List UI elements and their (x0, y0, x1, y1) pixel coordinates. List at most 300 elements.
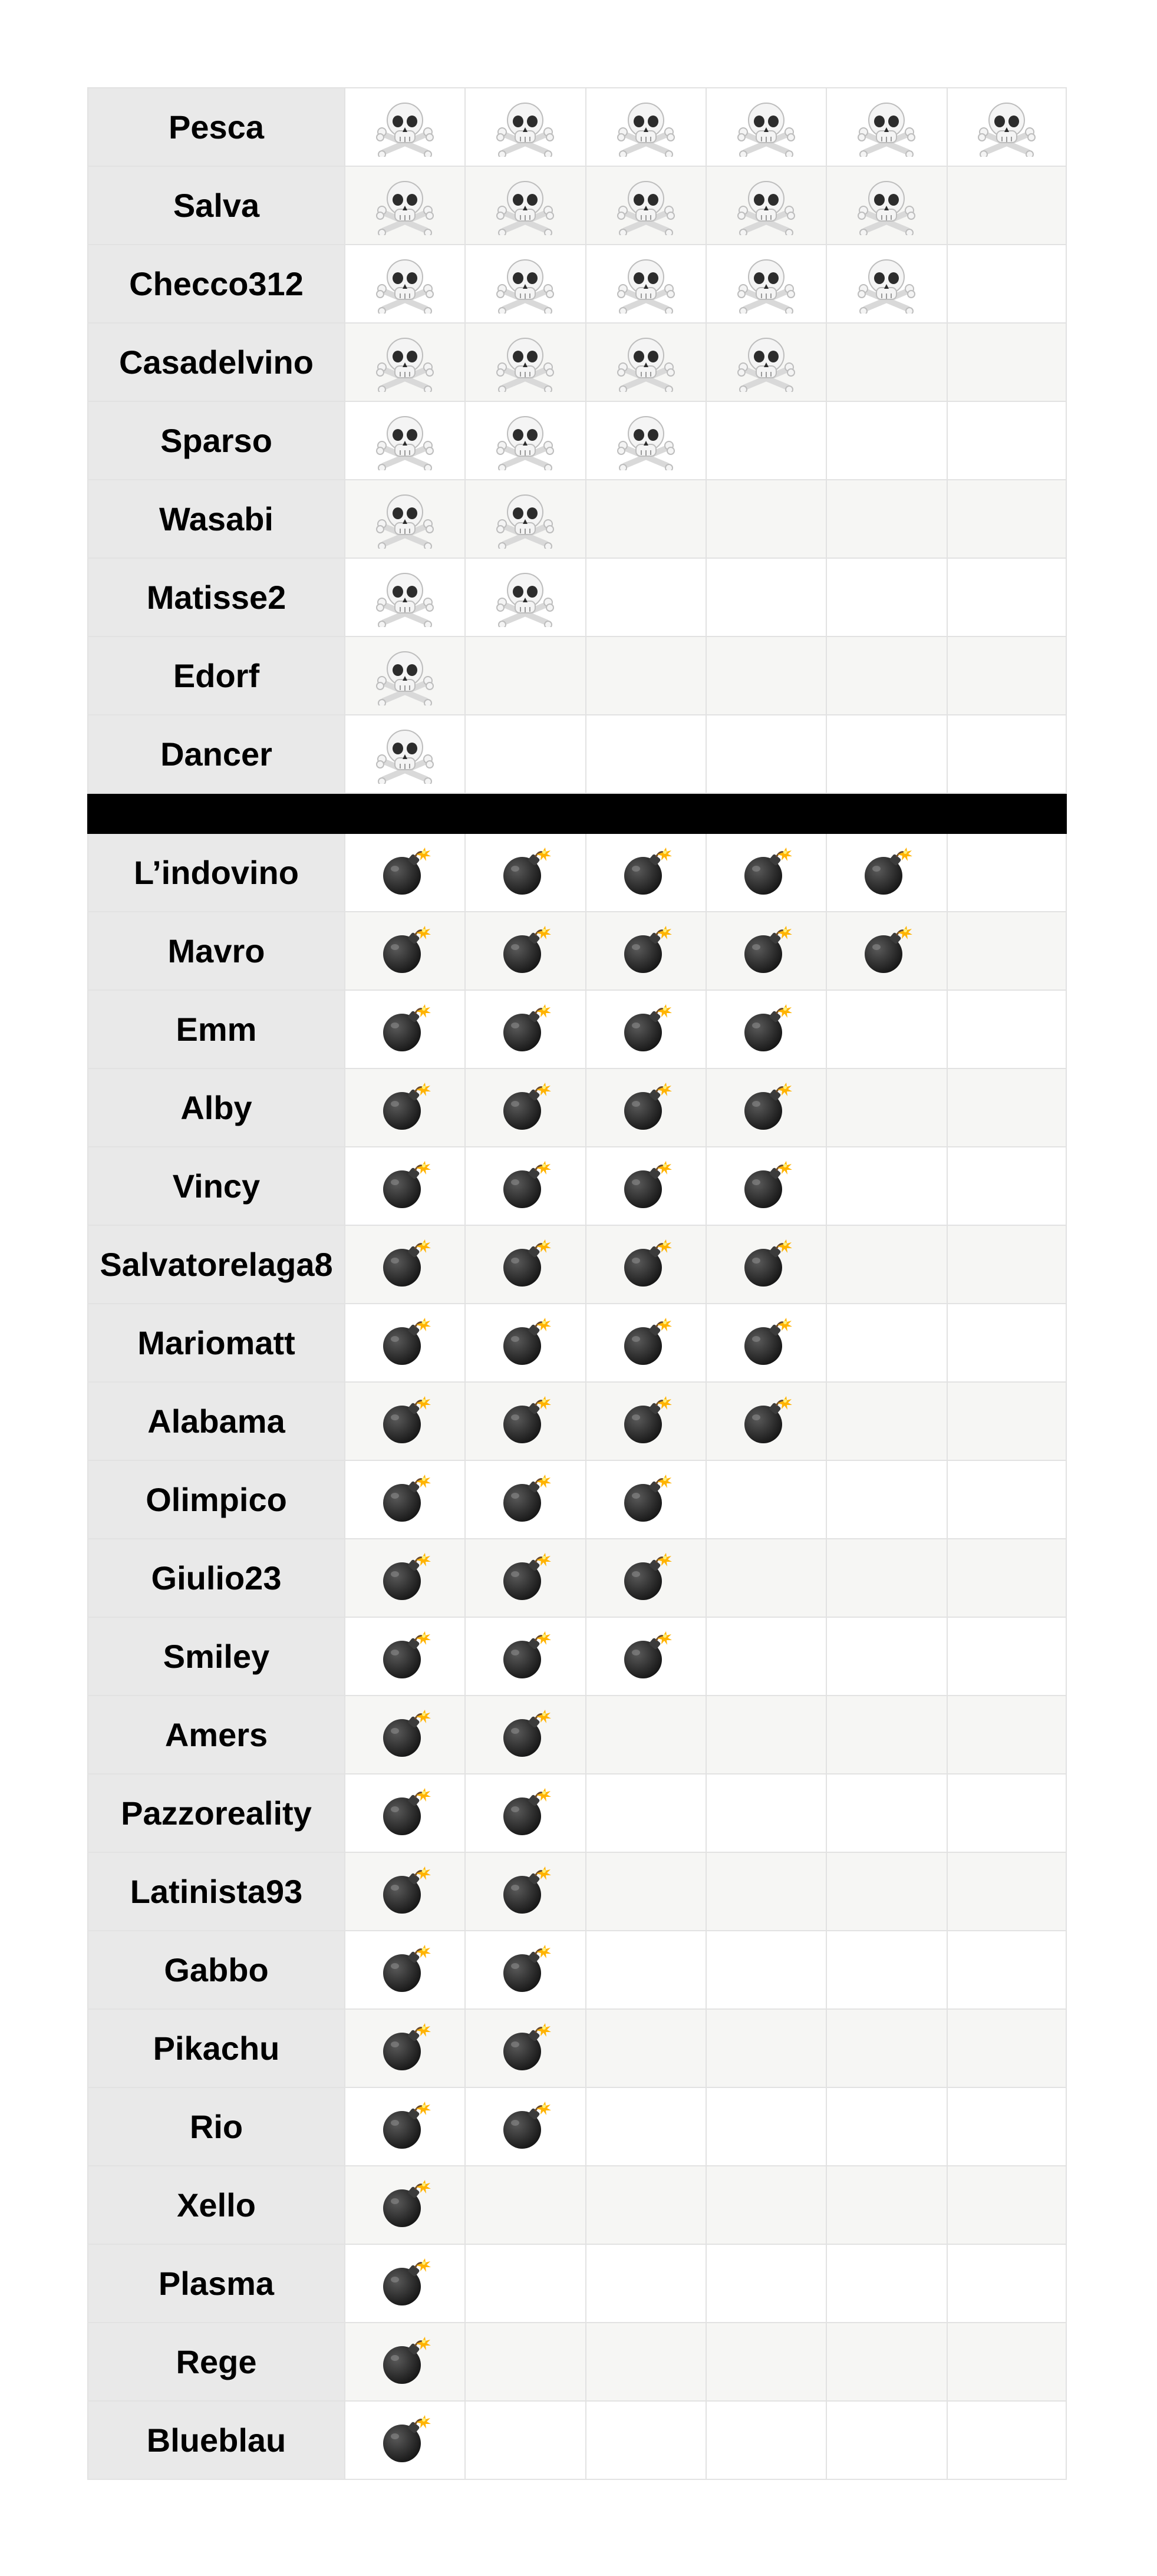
table-row (87, 1069, 1067, 1147)
table-cell (344, 1774, 464, 1852)
skull-and-crossbones-icon (375, 176, 434, 235)
skull-and-crossbones-icon (857, 98, 916, 157)
table-cell (344, 2166, 464, 2244)
table-cell (706, 1383, 826, 1460)
skull-and-crossbones-icon (496, 98, 555, 157)
table-cell (585, 715, 706, 793)
table-row (87, 1774, 1067, 1853)
table-cell (826, 1147, 946, 1225)
table-cell (464, 1304, 585, 1381)
table-cell (947, 2402, 1067, 2479)
skull-and-crossbones-icon (617, 411, 675, 470)
table-cell (464, 480, 585, 558)
player-name: Mavro (87, 912, 344, 989)
bomb-icon (499, 1787, 552, 1840)
table-cell (826, 1304, 946, 1381)
table-row (87, 1539, 1067, 1618)
table-cell (947, 1147, 1067, 1225)
table-cell (344, 1069, 464, 1146)
table-cell (464, 1383, 585, 1460)
table-cell (706, 2166, 826, 2244)
table-cell (826, 324, 946, 401)
bomb-icon (499, 2100, 552, 2153)
table-cell (464, 1539, 585, 1617)
player-name: Checco312 (87, 245, 344, 322)
player-name: Alabama (87, 1383, 344, 1460)
table-cell (344, 1304, 464, 1381)
table-cell (464, 559, 585, 636)
table-cell (947, 2323, 1067, 2400)
player-name: Mariomatt (87, 1304, 344, 1381)
table-cell (706, 1931, 826, 2008)
bomb-icon (619, 1630, 673, 1683)
skull-and-crossbones-icon (375, 255, 434, 314)
player-name: Pikachu (87, 2010, 344, 2087)
table-cell (344, 324, 464, 401)
table-cell (464, 637, 585, 714)
table-cell (947, 1461, 1067, 1538)
table-cell (344, 912, 464, 989)
table-cell (947, 1383, 1067, 1460)
bomb-icon (378, 1552, 431, 1605)
player-name: Giulio23 (87, 1539, 344, 1617)
bomb-icon (378, 1317, 431, 1370)
table-cell (344, 2402, 464, 2479)
table-cell (585, 1226, 706, 1303)
bomb-icon (378, 2179, 431, 2232)
table-cell (947, 480, 1067, 558)
table-row (87, 2402, 1067, 2480)
table-cell (826, 1853, 946, 1930)
skull-and-crossbones-icon (375, 490, 434, 549)
table-cell (585, 834, 706, 911)
table-cell (344, 245, 464, 322)
bomb-icon (378, 2100, 431, 2153)
table-cell (826, 2245, 946, 2322)
table-cell (706, 991, 826, 1068)
table-cell (826, 245, 946, 322)
bomb-icon (378, 1238, 431, 1291)
table-cell (585, 1069, 706, 1146)
table-cell (947, 1853, 1067, 1930)
skull-and-crossbones-icon (375, 568, 434, 627)
table-row (87, 559, 1067, 637)
table-cell (826, 1774, 946, 1852)
table-cell (826, 912, 946, 989)
table-cell (947, 559, 1067, 636)
table-cell (826, 1461, 946, 1538)
table-cell (706, 715, 826, 793)
bomb-icon (740, 846, 793, 899)
bomb-icon (740, 1003, 793, 1056)
skull-and-crossbones-icon (617, 255, 675, 314)
player-name: Vincy (87, 1147, 344, 1225)
bomb-icon (378, 2257, 431, 2310)
player-name: Salvatorelaga8 (87, 1226, 344, 1303)
table-cell (585, 167, 706, 244)
table-cell (344, 1461, 464, 1538)
table-cell (464, 715, 585, 793)
table-row (87, 88, 1067, 167)
table-cell (826, 637, 946, 714)
table-cell (344, 559, 464, 636)
skull-and-crossbones-icon (496, 255, 555, 314)
table-cell (464, 245, 585, 322)
table-cell (826, 167, 946, 244)
table-cell (585, 2088, 706, 2165)
table-cell (826, 1226, 946, 1303)
bomb-icon (499, 2022, 552, 2075)
table-cell (585, 2402, 706, 2479)
table-row (87, 324, 1067, 402)
table-cell (706, 480, 826, 558)
bomb-icon (499, 1473, 552, 1526)
bomb-icon (378, 1944, 431, 1997)
table-cell (947, 402, 1067, 479)
table-cell (947, 1774, 1067, 1852)
table-cell (826, 2166, 946, 2244)
table-cell (585, 1461, 706, 1538)
bomb-icon (860, 846, 913, 899)
table-cell (464, 1931, 585, 2008)
bomb-icon (499, 1630, 552, 1683)
table-cell (344, 715, 464, 793)
table-cell (706, 1774, 826, 1852)
table-row (87, 1383, 1067, 1461)
table-cell (464, 324, 585, 401)
table-cell (706, 834, 826, 911)
table-cell (947, 1539, 1067, 1617)
table-cell (464, 2088, 585, 2165)
table-cell (947, 88, 1067, 166)
table-row (87, 1931, 1067, 2010)
table-row (87, 637, 1067, 715)
bomb-icon (499, 1944, 552, 1997)
table-cell (706, 402, 826, 479)
table-cell (706, 2088, 826, 2165)
bomb-icon (619, 1003, 673, 1056)
table-cell (464, 991, 585, 1068)
bomb-icon (740, 1160, 793, 1213)
skull-and-crossbones-icon (375, 411, 434, 470)
table-cell (826, 2088, 946, 2165)
table-cell (947, 245, 1067, 322)
table-cell (344, 1226, 464, 1303)
table-cell (585, 1696, 706, 1773)
bomb-icon (378, 1865, 431, 1918)
table-cell (585, 480, 706, 558)
table-cell (344, 1696, 464, 1773)
table-cell (706, 2010, 826, 2087)
table-cell (947, 912, 1067, 989)
bomb-icon (499, 1317, 552, 1370)
skull-and-crossbones-icon (857, 255, 916, 314)
bomb-icon (378, 2414, 431, 2467)
table-cell (344, 1853, 464, 1930)
table-row (87, 834, 1067, 912)
skull-and-crossbones-icon (375, 725, 434, 784)
table-cell (344, 2323, 464, 2400)
bomb-icon (619, 1160, 673, 1213)
table-cell (585, 1304, 706, 1381)
table-cell (464, 1461, 585, 1538)
bomb-icon (619, 925, 673, 978)
table-cell (826, 1696, 946, 1773)
table-cell (344, 1618, 464, 1695)
table-cell (706, 912, 826, 989)
bomb-icon (378, 846, 431, 899)
table-cell (826, 1618, 946, 1695)
table-cell (706, 559, 826, 636)
table-row (87, 1696, 1067, 1774)
player-name: L’indovino (87, 834, 344, 911)
table-cell (464, 1147, 585, 1225)
table-cell (826, 834, 946, 911)
bomb-icon (499, 1081, 552, 1134)
table-cell (947, 991, 1067, 1068)
table-cell (464, 1853, 585, 1930)
table-cell (344, 480, 464, 558)
table-cell (706, 324, 826, 401)
table-cell (585, 324, 706, 401)
skull-and-crossbones-icon (617, 98, 675, 157)
table-cell (706, 2245, 826, 2322)
table-cell (585, 88, 706, 166)
table-cell (464, 167, 585, 244)
table-row (87, 2166, 1067, 2245)
player-name: Olimpico (87, 1461, 344, 1538)
table-cell (585, 1383, 706, 1460)
table-cell (826, 1931, 946, 2008)
skull-and-crossbones-icon (496, 490, 555, 549)
table-cell (826, 1539, 946, 1617)
table-cell (826, 715, 946, 793)
table-cell (706, 1618, 826, 1695)
skull-and-crossbones-icon (977, 98, 1036, 157)
table-cell (585, 2010, 706, 2087)
table-cell (947, 1226, 1067, 1303)
table-cell (464, 1069, 585, 1146)
bomb-icon (619, 1238, 673, 1291)
bomb-icon (619, 846, 673, 899)
skull-and-crossbones-icon (617, 176, 675, 235)
table-row (87, 1147, 1067, 1226)
table-cell (464, 1226, 585, 1303)
table-cell (947, 834, 1067, 911)
skull-and-crossbones-icon (737, 255, 796, 314)
table-cell (947, 167, 1067, 244)
skull-and-crossbones-icon (737, 98, 796, 157)
bomb-icon (860, 925, 913, 978)
player-name: Salva (87, 167, 344, 244)
player-name: Pesca (87, 88, 344, 166)
table-cell (706, 1304, 826, 1381)
table-cell (947, 637, 1067, 714)
skull-and-crossbones-icon (857, 176, 916, 235)
bomb-icon (378, 1708, 431, 1762)
player-name: Pazzoreality (87, 1774, 344, 1852)
table-cell (706, 1226, 826, 1303)
bomb-icon (619, 1552, 673, 1605)
table-cell (585, 402, 706, 479)
bomb-icon (499, 1003, 552, 1056)
player-name: Amers (87, 1696, 344, 1773)
bomb-icon (378, 1160, 431, 1213)
bomb-icon (378, 2022, 431, 2075)
table-cell (464, 912, 585, 989)
bomb-icon (378, 1473, 431, 1526)
table-cell (706, 1147, 826, 1225)
table-cell (344, 2245, 464, 2322)
player-name: Gabbo (87, 1931, 344, 2008)
table-cell (585, 245, 706, 322)
bomb-icon (740, 1238, 793, 1291)
table-cell (706, 167, 826, 244)
table-cell (585, 637, 706, 714)
table-cell (706, 637, 826, 714)
table-cell (706, 1069, 826, 1146)
player-name: Xello (87, 2166, 344, 2244)
player-name: Blueblau (87, 2402, 344, 2479)
bomb-icon (378, 1081, 431, 1134)
skull-and-crossbones-icon (375, 647, 434, 705)
table-cell (464, 2010, 585, 2087)
table-cell (826, 1069, 946, 1146)
table-row (87, 167, 1067, 245)
bomb-icon (499, 1160, 552, 1213)
table-cell (344, 1383, 464, 1460)
table-cell (826, 2323, 946, 2400)
table-cell (464, 1696, 585, 1773)
table-cell (344, 167, 464, 244)
bomb-icon (740, 925, 793, 978)
table-cell (706, 2323, 826, 2400)
skull-and-crossbones-icon (496, 568, 555, 627)
player-name: Smiley (87, 1618, 344, 1695)
table-cell (464, 1618, 585, 1695)
bomb-icon (499, 925, 552, 978)
table-row (87, 402, 1067, 480)
table-cell (706, 88, 826, 166)
table-cell (947, 715, 1067, 793)
player-name: Rio (87, 2088, 344, 2165)
bomb-icon (740, 1081, 793, 1134)
table-cell (344, 2088, 464, 2165)
table-cell (585, 1147, 706, 1225)
player-name: Rege (87, 2323, 344, 2400)
bomb-icon (499, 1708, 552, 1762)
table-cell (947, 1931, 1067, 2008)
table-cell (585, 991, 706, 1068)
table-row (87, 1226, 1067, 1304)
table-cell (947, 2245, 1067, 2322)
table-row (87, 2010, 1067, 2088)
bomb-icon (740, 1317, 793, 1370)
table-row (87, 715, 1067, 794)
table-cell (947, 2010, 1067, 2087)
table-cell (947, 1696, 1067, 1773)
table-cell (826, 2402, 946, 2479)
table-cell (344, 2010, 464, 2087)
table-cell (947, 1069, 1067, 1146)
table-cell (344, 402, 464, 479)
player-name: Dancer (87, 715, 344, 793)
table-cell (585, 2323, 706, 2400)
bomb-icon (378, 2336, 431, 2389)
table-cell (464, 402, 585, 479)
bomb-icon (378, 1003, 431, 1056)
table-cell (344, 1539, 464, 1617)
skull-and-crossbones-icon (737, 176, 796, 235)
table-row (87, 480, 1067, 559)
player-name: Wasabi (87, 480, 344, 558)
table-cell (706, 245, 826, 322)
bomb-icon (619, 1317, 673, 1370)
table-cell (344, 991, 464, 1068)
player-name: Edorf (87, 637, 344, 714)
table-row (87, 1618, 1067, 1696)
table-cell (585, 559, 706, 636)
ranking-table (87, 87, 1067, 2480)
table-cell (344, 88, 464, 166)
bomb-icon (619, 1395, 673, 1448)
table-cell (585, 1853, 706, 1930)
player-name: Casadelvino (87, 324, 344, 401)
player-name: Emm (87, 991, 344, 1068)
table-row (87, 1304, 1067, 1383)
table-cell (706, 1539, 826, 1617)
table-cell (464, 2245, 585, 2322)
table-cell (826, 402, 946, 479)
skull-and-crossbones-icon (375, 98, 434, 157)
table-cell (464, 88, 585, 166)
table-cell (706, 2402, 826, 2479)
bomb-icon (619, 1081, 673, 1134)
skull-and-crossbones-icon (737, 333, 796, 392)
skull-and-crossbones-icon (496, 411, 555, 470)
table-cell (464, 1774, 585, 1852)
section-divider (87, 794, 1067, 834)
table-row (87, 1461, 1067, 1539)
table-cell (464, 834, 585, 911)
table-cell (585, 1539, 706, 1617)
bomb-icon (378, 925, 431, 978)
bomb-icon (499, 1865, 552, 1918)
bomb-icon (619, 1473, 673, 1526)
skull-and-crossbones-icon (375, 333, 434, 392)
table-cell (344, 1931, 464, 2008)
table-cell (947, 2166, 1067, 2244)
table-cell (706, 1696, 826, 1773)
table-row (87, 245, 1067, 324)
skull-and-crossbones-icon (496, 176, 555, 235)
table-cell (585, 1774, 706, 1852)
table-cell (344, 1147, 464, 1225)
table-cell (826, 480, 946, 558)
table-cell (706, 1853, 826, 1930)
table-cell (826, 88, 946, 166)
player-name: Sparso (87, 402, 344, 479)
bomb-icon (378, 1630, 431, 1683)
table-cell (344, 834, 464, 911)
skull-and-crossbones-icon (496, 333, 555, 392)
bomb-icon (499, 1552, 552, 1605)
table-cell (585, 912, 706, 989)
table-cell (826, 1383, 946, 1460)
table-cell (464, 2402, 585, 2479)
table-cell (706, 1461, 826, 1538)
table-cell (585, 1618, 706, 1695)
